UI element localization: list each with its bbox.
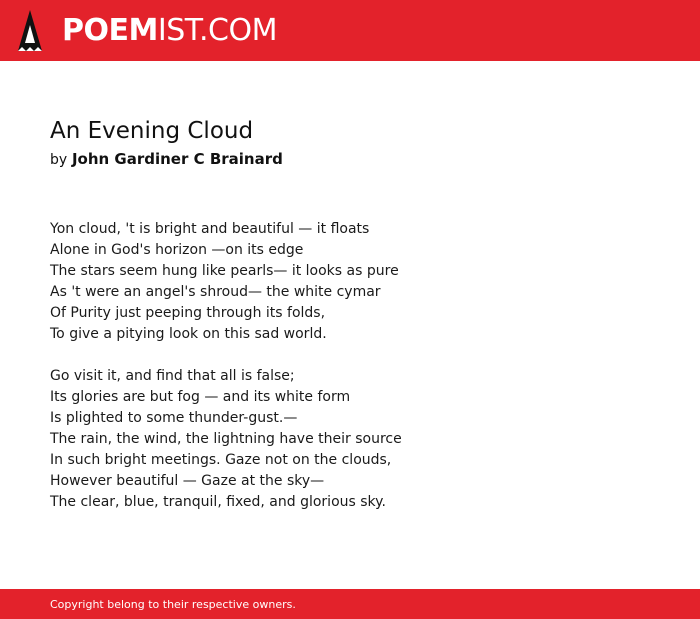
author-name: John Gardiner C Brainard (71, 150, 283, 168)
poem-line: In such bright meetings. Gaze not on the clouds, (50, 452, 392, 468)
poem-line: As 't were an angel's shroud— the white cymar (50, 284, 381, 300)
poem-line: The rain, the wind, the lightning have their source (50, 431, 402, 447)
site-footer (0, 589, 700, 619)
brand-light-text: IST.COM (157, 13, 277, 48)
copyright-text: Copyright belong to their respective owners. (50, 598, 296, 611)
stanza-2 (50, 366, 650, 513)
poem-line: To give a pitying look on this sad world. (50, 326, 327, 342)
poem-line: Yon cloud, 't is bright and beautiful — it floats (50, 221, 370, 237)
site-header (0, 0, 700, 61)
stanza-1 (50, 219, 650, 345)
site-logo-text[interactable] (62, 12, 277, 50)
poem-line: The stars seem hung like pearls— it looks as pure (50, 263, 399, 279)
poem-line: Of Purity just peeping through its folds, (50, 305, 326, 321)
brand-bold-text: POEM (62, 13, 158, 48)
poem-byline (50, 148, 283, 171)
pencil-tip-icon[interactable] (18, 10, 42, 51)
poem-line: However beautiful — Gaze at the sky— (50, 473, 325, 489)
poem-line: Its glories are but fog — and its white form (50, 389, 351, 405)
poem-line: Go visit it, and find that all is false; (50, 368, 295, 384)
by-label: by (50, 152, 68, 168)
poem-line: The clear, blue, tranquil, fixed, and glorious sky. (50, 494, 386, 510)
poem-line: Alone in God's horizon —on its edge (50, 242, 304, 258)
poem-title: An Evening Cloud (50, 118, 254, 144)
poem-line: Is plighted to some thunder-gust.— (50, 410, 298, 426)
poem-body (50, 219, 650, 534)
